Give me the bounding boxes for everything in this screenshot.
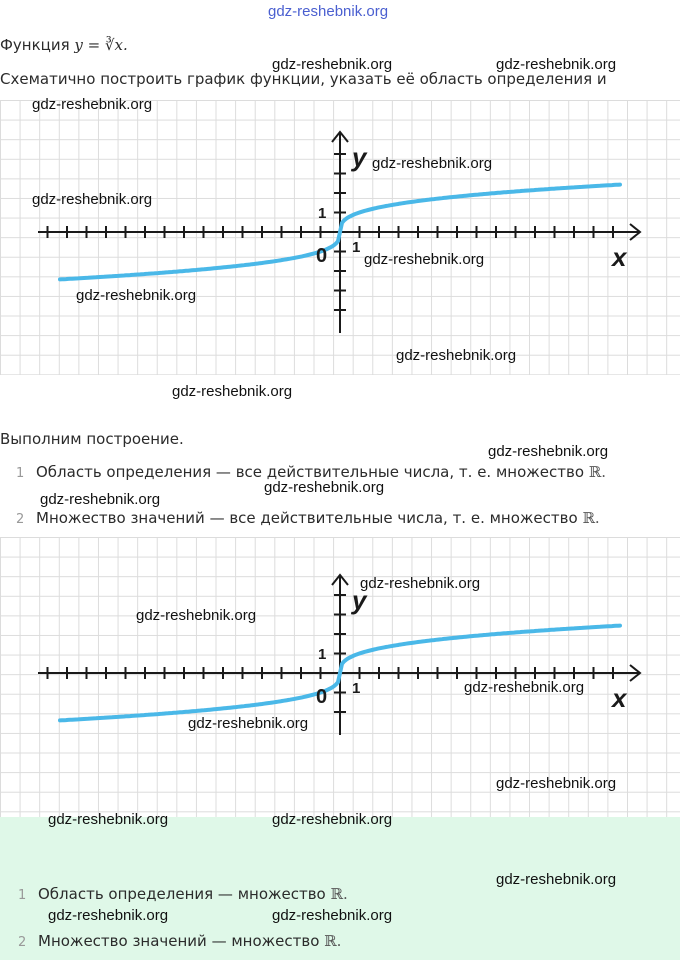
watermark: gdz-reshebnik.org (136, 607, 257, 624)
solution-item-2: Множество значений — все действительные числа, т. е. множество ℝ. (36, 509, 600, 527)
watermark: gdz-reshebnik.org (496, 871, 617, 888)
answer-item-number: 2 (18, 935, 27, 950)
watermark: gdz-reshebnik.org (396, 347, 517, 364)
watermark: gdz-reshebnik.org (272, 907, 393, 924)
watermark: gdz-reshebnik.org (172, 383, 293, 400)
watermark: gdz-reshebnik.org (188, 715, 309, 732)
watermark: gdz-reshebnik.org (76, 287, 197, 304)
watermark: gdz-reshebnik.org (32, 96, 153, 113)
watermark: gdz-reshebnik.org (496, 56, 617, 73)
answer-item-number: 1 (18, 888, 27, 903)
answer-item-2: Множество значений — множество ℝ. (38, 932, 342, 950)
watermark: gdz-reshebnik.org (364, 251, 485, 268)
answer-item-1: Область определения — множество ℝ. (38, 885, 348, 903)
origin-label: 0 (316, 686, 328, 708)
graph-2-axes (38, 575, 640, 735)
watermark: gdz-reshebnik.org (360, 575, 481, 592)
function-formula: y = ∛x. (74, 36, 128, 54)
x-axis-label: x (612, 242, 627, 272)
watermark: gdz-reshebnik.org (496, 775, 617, 792)
y-axis-label: y (352, 142, 367, 172)
watermark: gdz-reshebnik.org (272, 56, 393, 73)
watermark: gdz-reshebnik.org (488, 443, 609, 460)
y-unit-label: 1 (318, 205, 327, 222)
solution-intro: Выполним построение. (0, 430, 184, 448)
watermark: gdz-reshebnik.org (32, 191, 153, 208)
x-axis-label: x (612, 683, 627, 713)
function-label: Функция (0, 36, 70, 54)
watermark: gdz-reshebnik.org (268, 3, 389, 20)
watermark: gdz-reshebnik.org (464, 679, 585, 696)
task-text: Схематично построить график функции, указать её область определения и (0, 70, 607, 88)
x-unit-label: 1 (352, 680, 361, 697)
watermark: gdz-reshebnik.org (272, 811, 393, 828)
y-unit-label: 1 (318, 646, 327, 663)
origin-label: 0 (316, 245, 328, 267)
watermark: gdz-reshebnik.org (264, 479, 385, 496)
watermark: gdz-reshebnik.org (48, 907, 169, 924)
solution-item-number: 2 (16, 512, 25, 527)
solution-item-1: Область определения — все действительные числа, т. е. множество ℝ. (36, 463, 607, 481)
x-unit-label: 1 (352, 239, 361, 256)
watermark: gdz-reshebnik.org (48, 811, 169, 828)
solution-item-number: 1 (16, 466, 25, 481)
watermark: gdz-reshebnik.org (40, 491, 161, 508)
y-axis-label: y (352, 585, 367, 615)
watermark: gdz-reshebnik.org (372, 155, 493, 172)
